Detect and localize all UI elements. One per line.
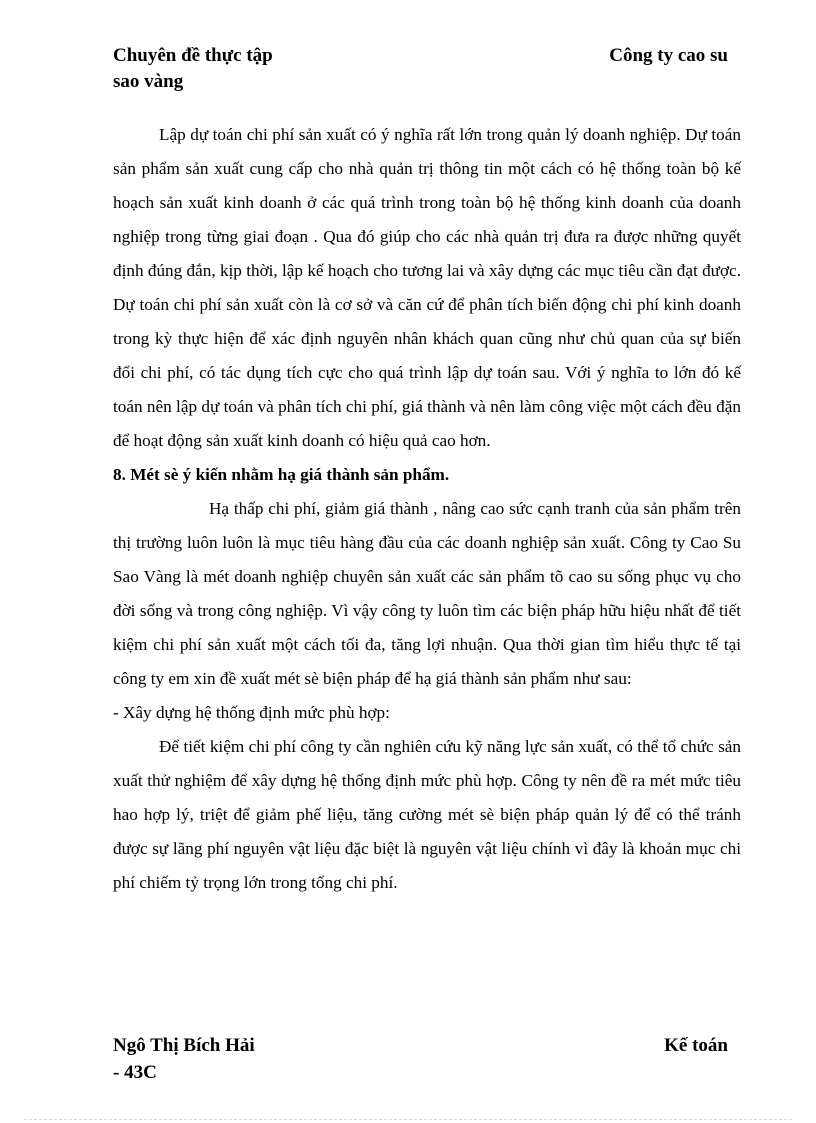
- document-body: [113, 118, 741, 900]
- footer-author: Ngô Thị Bích Hải: [113, 1035, 255, 1056]
- header-left-title: Chuyên đề thực tập: [113, 45, 273, 66]
- bullet-norms: - Xây dựng hệ thống định mức phù hợp:: [113, 703, 390, 722]
- paragraph-cost-estimate: Lập dự toán chi phí sản xuất có ý nghĩa rất lớn trong quản lý doanh nghiệp. Dự toán sản phẩm sản xuất cung cấp cho nhà quản trị thông tin một cách có hệ thống toàn bộ kế hoạch sản xuất kinh doanh ở các quá trình trong toàn bộ hệ thống kinh doanh của doanh nghiệp trong từng giai đoạn . Qua đó giúp cho các nhà quản trị đưa ra được những quyết định đúng đắn, kịp thời, lập kế hoạch cho tương lai và xây dựng các mục tiêu cần đạt được. Dự toán chi phí sản xuất còn là cơ sở và căn cứ để phân tích biến động chi phí kinh doanh trong kỳ thực hiện để xác định nguyên nhân khách quan cũng như chủ quan của sự biến đổi chi phí, có tác dụng tích cực cho quá trình lập dự toán sau. Với ý nghĩa to lớn đó kế toán nên lập dự toán và phân tích chi phí, giá thành và nên làm công việc một cách đều đặn để hoạt động sản xuất kinh doanh có hiệu quả cao hơn.: [113, 125, 741, 450]
- paragraph-save-cost: Để tiết kiệm chi phí công ty cần nghiên cứu kỹ năng lực sản xuất, có thể tổ chức sản xuất thử nghiệm để xây dựng hệ thống định mức phù hợp. Công ty nên đề ra mét mức tiêu hao hợp lý, triệt để giảm phế liệu, tăng cường mét sè biện pháp quản lý để có thể tránh được sự lãng phí nguyên vật liệu đặc biệt là nguyên vật liệu chính vì đây là khoản mục chi phí chiếm tỷ trọng lớn trong tổng chi phí.: [113, 737, 741, 892]
- footer-class: - 43C: [113, 1062, 157, 1083]
- page-bottom-divider: [24, 1119, 792, 1120]
- footer-department: Kế toán: [664, 1035, 728, 1056]
- header-right-title: Công ty cao su: [609, 45, 728, 66]
- section-heading: 8. Mét sè ý kiến nhằm hạ giá thành sản phẩm.: [113, 465, 450, 484]
- paragraph-lower-cost: Hạ thấp chi phí, giảm giá thành , nâng cao sức cạnh tranh của sản phẩm trên thị trường luôn luôn là mục tiêu hàng đầu của các doanh nghiệp sản xuất. Công ty Cao Su Sao Vàng là mét doanh nghiệp chuyên sản xuất các sản phẩm tõ cao su sống phục vụ cho đời sống và trong công nghiệp. Vì vậy công ty luôn tìm các biện pháp hữu hiệu nhất để tiết kiệm chi phí sản xuất một cách tối đa, tăng lợi nhuận. Qua thời gian tìm hiểu thực tế tại công ty em xin đề xuất mét sè biện pháp để hạ giá thành sản phẩm như sau:: [113, 499, 741, 688]
- header-left-title-cont: sao vàng: [113, 71, 184, 92]
